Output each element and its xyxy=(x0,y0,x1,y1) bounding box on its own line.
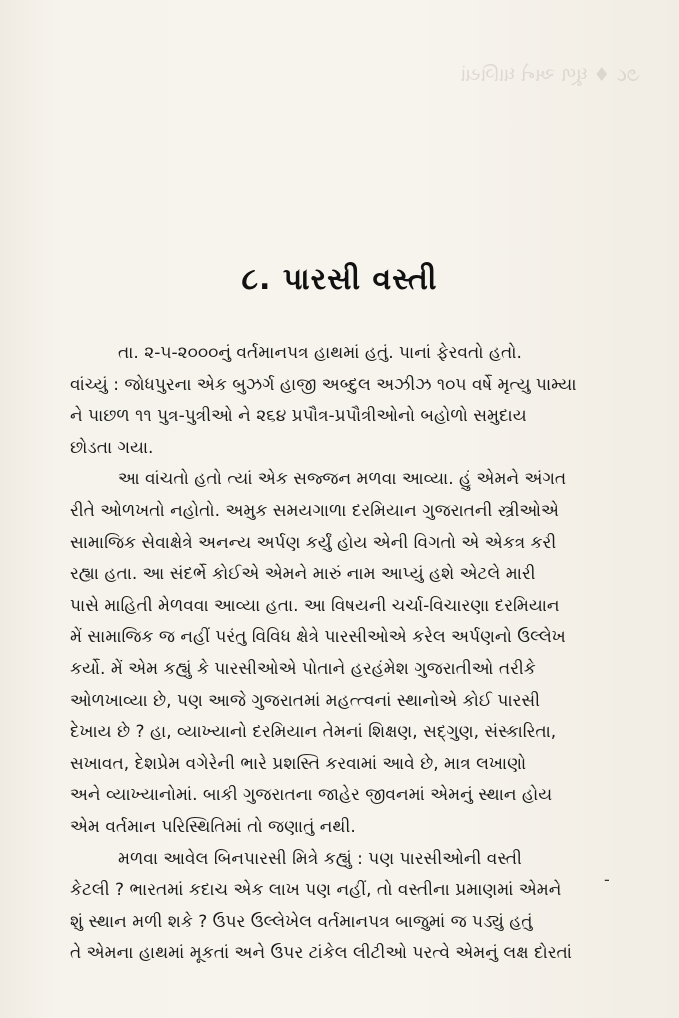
text-line: કેટલી ? ભારતમાં કદાચ એક લાખ પણ નહીં, તો વસ્તીના પ્રમાણમાં એમને xyxy=(70,880,562,901)
text-line: ઓળખાવ્યા છે, પણ આજે ગુજરાતમાં મહત્ત્વનાં સ્થાનોએ કોઈ પારસી xyxy=(70,690,541,711)
bleed-through-text xyxy=(60,60,640,91)
text-line: શું સ્થાન મળી શકે ? ઉપર ઉલ્લેખેલ વર્તમાનપત્ર બાજુમાં જ પડ્યું હતું xyxy=(70,911,533,932)
text-line: તે એમના હાથમાં મૂકતાં અને ઉપર ટાંકેલ લીટીઓ પરત્વે એમનું લક્ષ દોરતાં xyxy=(70,943,572,964)
text-line: વાંચ્યું : જોધપુરના એક બુઝર્ગ હાજી અબ્દુલ અઝીઝ ૧૦૫ વર્ષે મૃત્યુ પામ્યા xyxy=(70,374,577,395)
text-line: છોડતા ગયા. xyxy=(70,437,154,458)
text-line: દેખાય છે ? હા, વ્યાખ્યાનો દરમિયાન તેમનાં શિક્ષણ, સદ્ગુણ, સંસ્કારિતા, xyxy=(70,722,557,743)
text-line: એમ વર્તમાન પરિસ્થિતિમાં તો જણાતું નથી. xyxy=(70,816,356,837)
text-line: અને વ્યાખ્યાનોમાં. બાકી ગુજરાતના જાહેર જીવનમાં એમનું સ્થાન હોય xyxy=(70,785,553,806)
text-line: કર્યો. મેં એમ કહ્યું કે પારસીઓએ પોતાને હરહંમેશ ગુજરાતીઓ તરીકે xyxy=(70,658,536,679)
margin-mark: - xyxy=(604,870,610,889)
chapter-body xyxy=(70,338,630,970)
text-line: સામાજિક સેવાક્ષેત્રે અનન્ય અર્પણ કર્યું હોય એની વિગતો એ એકત્ર કરી xyxy=(70,532,557,553)
text-line: રહ્યા હતા. આ સંદર્ભે કોઈએ એમને મારું નામ આપ્યું હશે એટલે મારી xyxy=(70,564,536,585)
bleed-header: ૭૮ ♦ ધૂળ અને ધાગિયાં xyxy=(460,64,640,86)
text-line: તા. ૨-૫-૨૦૦૦નું વર્તમાનપત્ર હાથમાં હતું. પાનાં ફેરવતો હતો. xyxy=(118,343,522,363)
text-line: આ વાંચતો હતો ત્યાં એક સજ્જન મળવા આવ્યા. હું એમને અંગત xyxy=(118,469,567,490)
text-line: મેં સામાજિક જ નહીં પરંતુ વિવિધ ક્ષેત્રે પારસીઓએ કરેલ અર્પણનો ઉલ્લેખ xyxy=(70,627,566,648)
text-line: ને પાછળ ૧૧ પુત્ર-પુત્રીઓ ને ૨૬૪ પ્રપૌત્ર-પ્રપૌત્રીઓનો બહોળો સમુદાય xyxy=(70,406,527,427)
chapter-title: ૮. પારસી વસ્તી xyxy=(241,262,438,297)
text-line: સખાવત, દેશપ્રેમ વગેરેની ભારે પ્રશસ્તિ કરવામાં આવે છે, માત્ર લખાણો xyxy=(70,753,527,774)
text-line: મળવા આવેલ બિનપારસી મિત્રે કહ્યું : પણ પારસીઓની વસ્તી xyxy=(118,848,522,869)
text-line: પાસે માહિતી મેળવવા આવ્યા હતા. આ વિષયની ચર્ચા-વિચારણા દરમિયાન xyxy=(70,595,560,616)
text-line: રીતે ઓળખતો નહોતો. અમુક સમયગાળા દરમિયાન ગુજરાતની સ્ત્રીઓએ xyxy=(70,500,559,521)
